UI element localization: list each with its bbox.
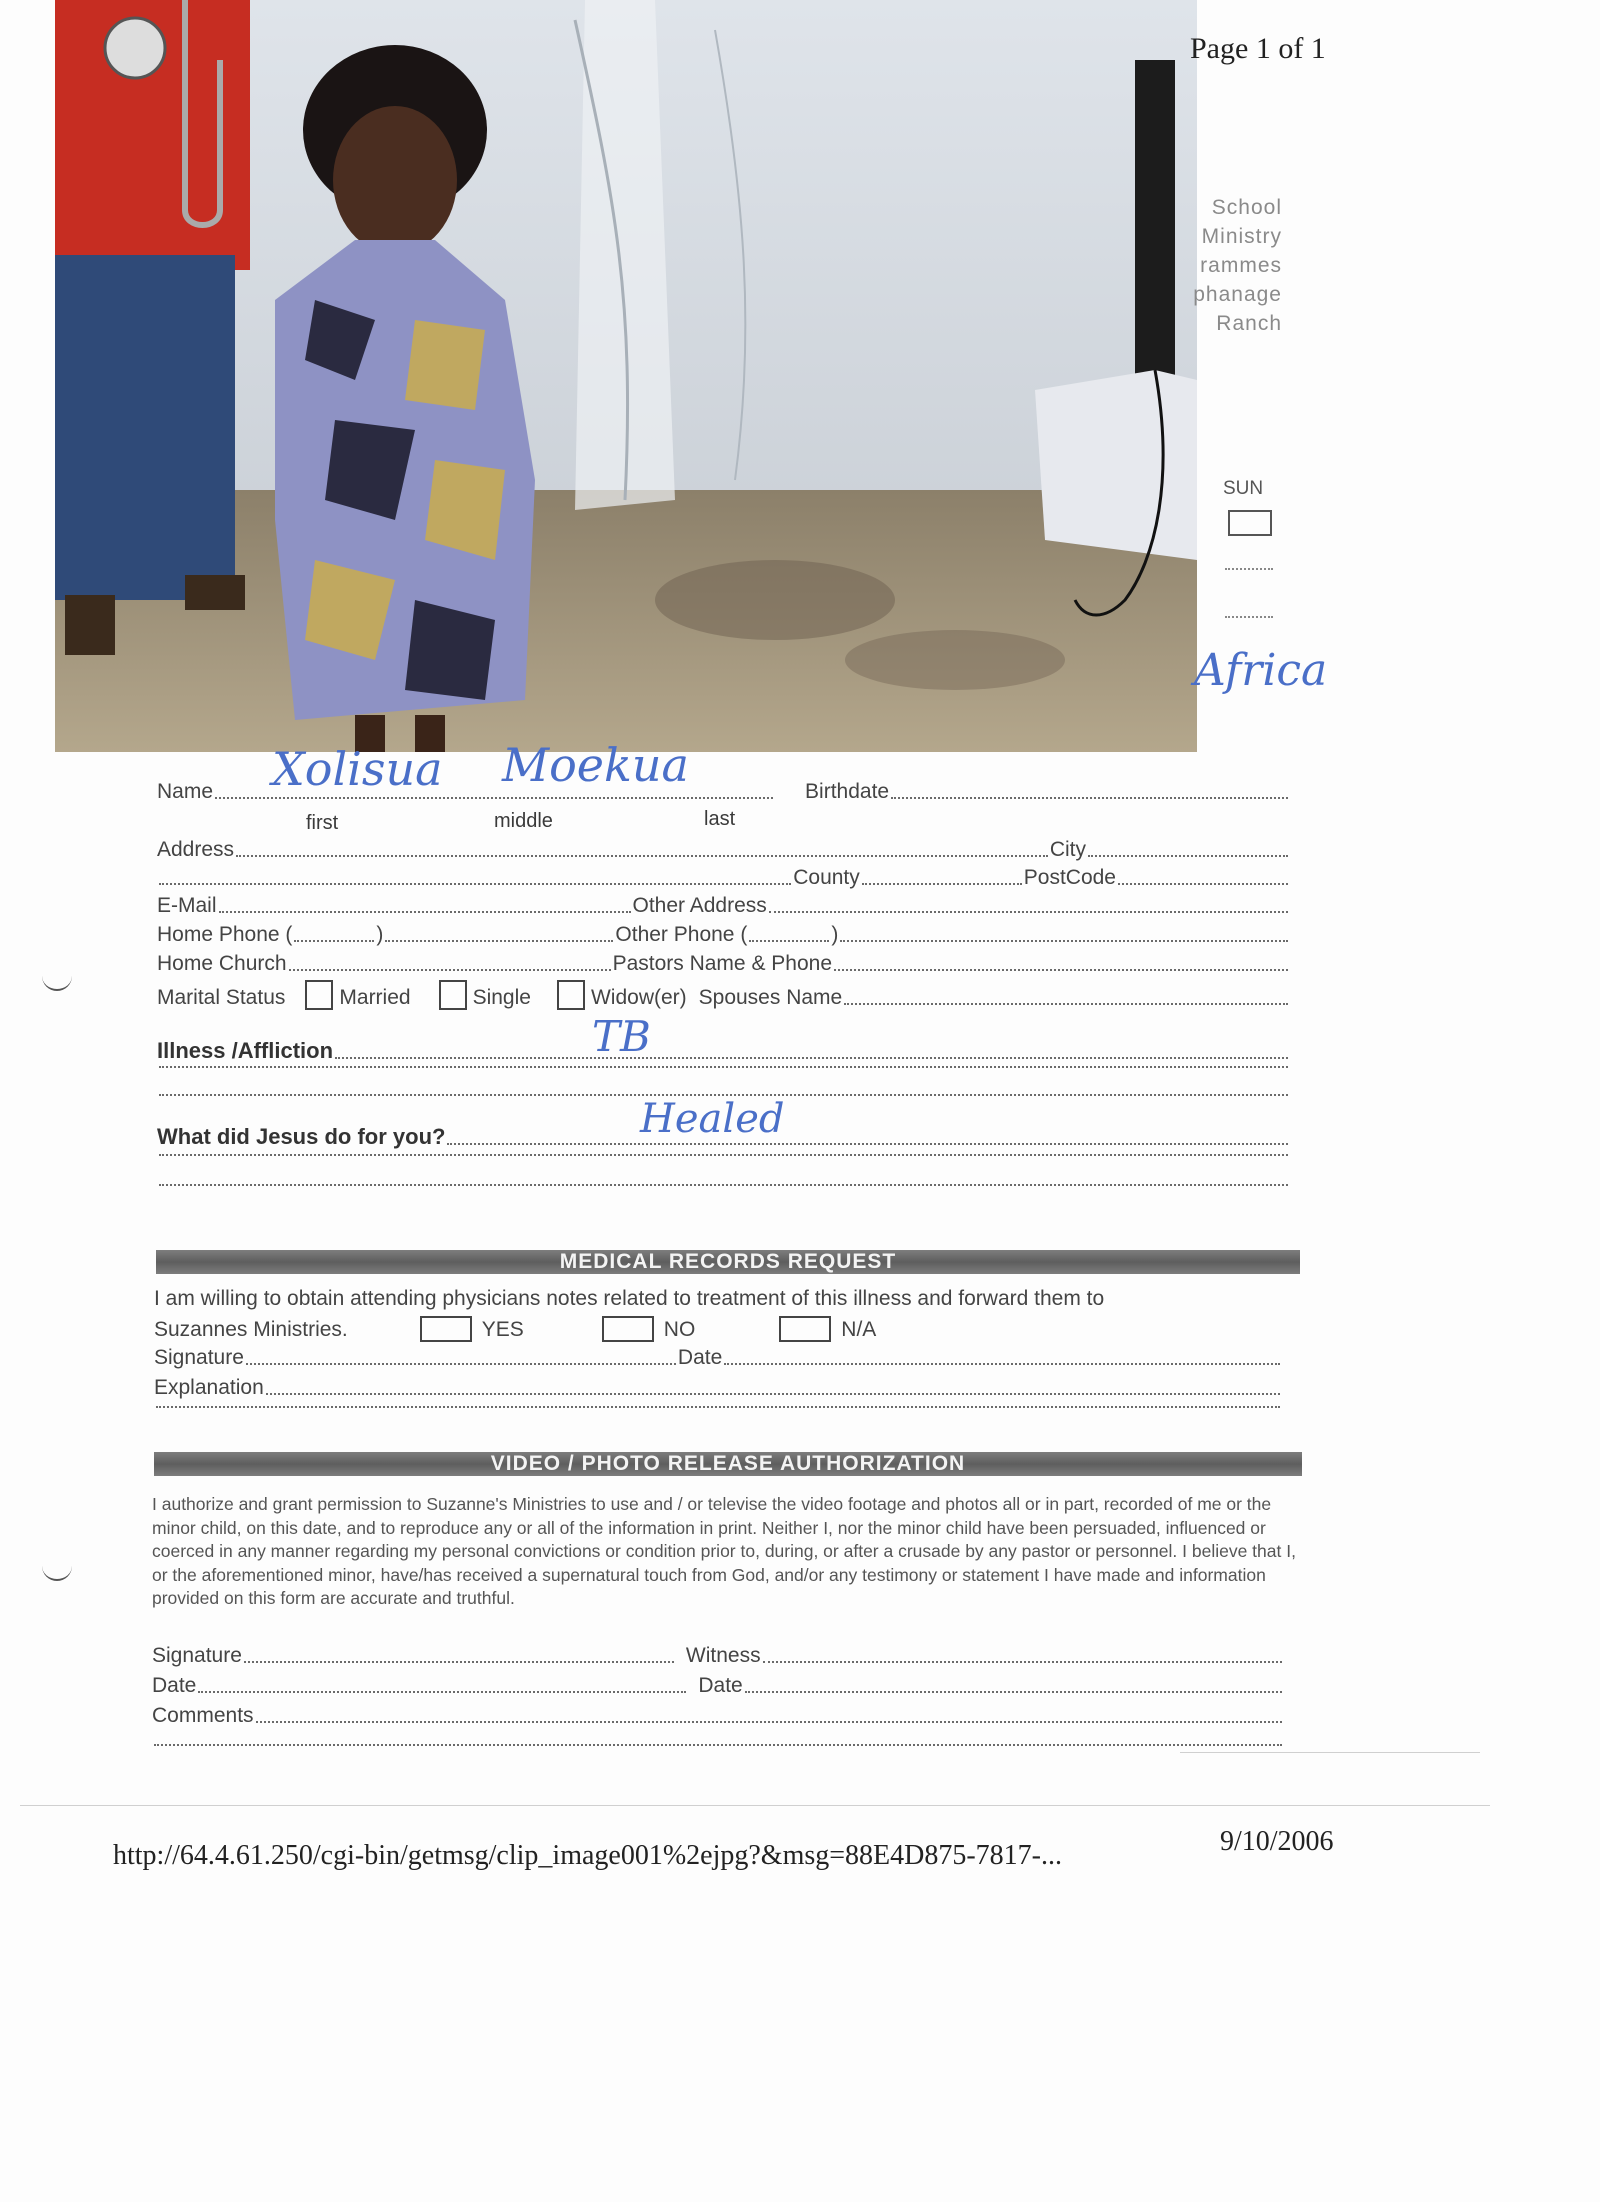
last-sublabel: last xyxy=(704,808,736,830)
release-date-label: Date xyxy=(152,1674,197,1697)
city-label: City xyxy=(1049,838,1086,861)
comments-line2 xyxy=(152,1744,1284,1751)
witness-label: Witness xyxy=(685,1644,761,1667)
explanation-field-2[interactable] xyxy=(156,1406,1280,1408)
witness-field[interactable] xyxy=(763,1661,1282,1663)
single-label: Single xyxy=(472,986,531,1009)
marital-label: Marital Status xyxy=(157,986,286,1009)
postcode-label: PostCode xyxy=(1023,866,1116,889)
medical-date-field[interactable] xyxy=(724,1363,1280,1365)
home-phone-field[interactable] xyxy=(385,940,613,942)
illness-field-2[interactable] xyxy=(159,1066,1288,1068)
photo-illustration xyxy=(55,0,1197,752)
other-phone-field[interactable] xyxy=(840,940,1288,942)
illness-row xyxy=(157,1038,1290,1064)
address-field[interactable] xyxy=(236,855,1048,857)
jesus-line2 xyxy=(157,1154,1290,1161)
home-church-field[interactable] xyxy=(289,969,611,971)
single-checkbox[interactable] xyxy=(439,980,467,1010)
county-label: County xyxy=(793,866,860,889)
jesus-field-3[interactable] xyxy=(159,1184,1288,1186)
first-sublabel: first xyxy=(306,812,339,834)
jesus-label: What did Jesus do for you? xyxy=(157,1124,446,1149)
scan-edge-line xyxy=(20,1805,1490,1806)
city-field[interactable] xyxy=(1088,855,1288,857)
address-label: Address xyxy=(157,838,235,861)
married-checkbox[interactable] xyxy=(305,980,333,1010)
release-date-row xyxy=(152,1674,1284,1698)
page-label: Page 1 of 1 xyxy=(1190,32,1326,65)
church-row xyxy=(157,952,1290,976)
handwritten-illness: TB xyxy=(592,1012,651,1061)
handwritten-jesus: Healed xyxy=(640,1096,785,1142)
medical-text: I am willing to obtain attending physicians notes related to treatment of this illness and forward them to xyxy=(154,1287,1105,1310)
edge-text-ministry: Ministry xyxy=(1201,225,1282,248)
home-church-label: Home Church xyxy=(157,952,287,975)
yes-label: YES xyxy=(481,1318,524,1341)
edge-dotted-line xyxy=(1225,568,1273,570)
medical-date-label: Date xyxy=(677,1346,723,1369)
married-label: Married xyxy=(339,986,411,1009)
name-field[interactable] xyxy=(215,797,773,799)
release-signature-label: Signature xyxy=(152,1644,242,1667)
marital-row xyxy=(157,980,1290,1010)
explanation-field[interactable] xyxy=(266,1393,1280,1395)
explanation-label: Explanation xyxy=(154,1376,264,1399)
release-text: I authorize and grant permission to Suzanne's Ministries to use and / or televise the video footage and photos all or in part, recorded of me or the minor child, on this date, and to reproduce any or all of the information in print. Neither I, nor the minor child have been persuaded, influenced or coerced in any manner regarding my personal convictions or condition prior to, during, or after a crusade by any pastor or personnel. I believe that I, or the aforementioned minor, have/has received a supernatural touch from God, and/or any testimony or statement I have made and information provided on this form are accurate and truthful. xyxy=(152,1494,1296,1608)
spouses-field[interactable] xyxy=(844,1003,1288,1005)
other-address-label: Other Address xyxy=(632,894,767,917)
illness-label: Illness /Affliction xyxy=(157,1038,334,1063)
handwritten-country: Africa xyxy=(1194,645,1328,696)
handwritten-last-name: Moekua xyxy=(502,738,689,792)
release-date-field[interactable] xyxy=(198,1691,686,1693)
comments-field-2[interactable] xyxy=(154,1744,1282,1746)
other-phone-label: Other Phone ( xyxy=(615,923,748,946)
release-signature-row xyxy=(152,1644,1284,1668)
phone-row: Home Phone ( ) Other Phone ( ) xyxy=(157,923,1290,947)
name-label: Name xyxy=(157,780,214,803)
spouses-label: Spouses Name xyxy=(698,986,843,1009)
pastors-label: Pastors Name & Phone xyxy=(612,952,833,975)
sun-label: SUN xyxy=(1223,478,1264,499)
jesus-field-2[interactable] xyxy=(159,1154,1288,1156)
edge-text-programmes: rammes xyxy=(1200,254,1282,277)
sun-checkbox[interactable] xyxy=(1228,510,1272,536)
other-phone-area-field[interactable] xyxy=(749,940,829,942)
pastors-field[interactable] xyxy=(834,969,1288,971)
comments-field[interactable] xyxy=(256,1721,1282,1723)
birthdate-label: Birthdate xyxy=(805,780,890,803)
handwritten-first-name: Xolisua xyxy=(272,742,443,796)
edge-text-orphanage: phanage xyxy=(1193,283,1282,306)
edge-text-ranch: Ranch xyxy=(1216,312,1282,335)
medical-consent-row xyxy=(154,1316,1054,1342)
other-address-field[interactable] xyxy=(769,911,1288,913)
email-field[interactable] xyxy=(219,911,631,913)
illness-line2 xyxy=(157,1066,1290,1073)
middle-sublabel: middle xyxy=(494,810,553,832)
widow-checkbox[interactable] xyxy=(557,980,585,1010)
punch-hole-mark xyxy=(42,975,72,991)
county-field[interactable] xyxy=(862,883,1022,885)
explanation-row xyxy=(154,1376,1282,1400)
address-row xyxy=(157,838,1290,862)
no-label: NO xyxy=(663,1318,696,1341)
address-line2-field[interactable] xyxy=(159,883,791,885)
jesus-field[interactable] xyxy=(447,1143,1288,1145)
medical-signature-field[interactable] xyxy=(246,1363,676,1365)
explanation-line2 xyxy=(154,1406,1282,1413)
child-photo xyxy=(55,0,1197,752)
county-row xyxy=(157,866,1290,890)
jesus-line3 xyxy=(157,1184,1290,1191)
medical-text-2: Suzannes Ministries. xyxy=(154,1318,348,1341)
home-phone-area-field[interactable] xyxy=(294,940,374,942)
birthdate-field[interactable] xyxy=(891,797,1288,799)
edge-text-school: School xyxy=(1211,196,1282,219)
illness-field[interactable] xyxy=(335,1057,1288,1059)
medical-signature-label: Signature xyxy=(154,1346,244,1369)
punch-hole-mark xyxy=(42,1565,72,1581)
witness-date-field[interactable] xyxy=(745,1691,1282,1693)
witness-date-label: Date xyxy=(698,1674,743,1697)
email-row xyxy=(157,894,1290,918)
na-checkbox[interactable] xyxy=(779,1316,831,1342)
widow-label: Widow(er) xyxy=(590,986,687,1009)
medical-heading: MEDICAL RECORDS REQUEST xyxy=(156,1250,1300,1274)
footer-url: http://64.4.61.250/cgi-bin/getmsg/clip_image001%2ejpg?&msg=88E4D875-7817-... xyxy=(113,1840,1063,1871)
footer-date: 9/10/2006 xyxy=(1220,1826,1334,1857)
comments-label: Comments xyxy=(152,1704,254,1727)
release-signature-field[interactable] xyxy=(244,1661,674,1663)
comments-row xyxy=(152,1704,1284,1728)
home-phone-label: Home Phone ( xyxy=(157,923,293,946)
scan-edge-line xyxy=(1180,1752,1480,1753)
na-label: N/A xyxy=(841,1318,877,1341)
email-label: E-Mail xyxy=(157,894,217,917)
no-checkbox[interactable] xyxy=(602,1316,654,1342)
release-heading: VIDEO / PHOTO RELEASE AUTHORIZATION xyxy=(154,1452,1302,1476)
yes-checkbox[interactable] xyxy=(420,1316,472,1342)
postcode-field[interactable] xyxy=(1118,883,1288,885)
medical-signature-row xyxy=(154,1346,1282,1370)
edge-dotted-line xyxy=(1225,616,1273,618)
